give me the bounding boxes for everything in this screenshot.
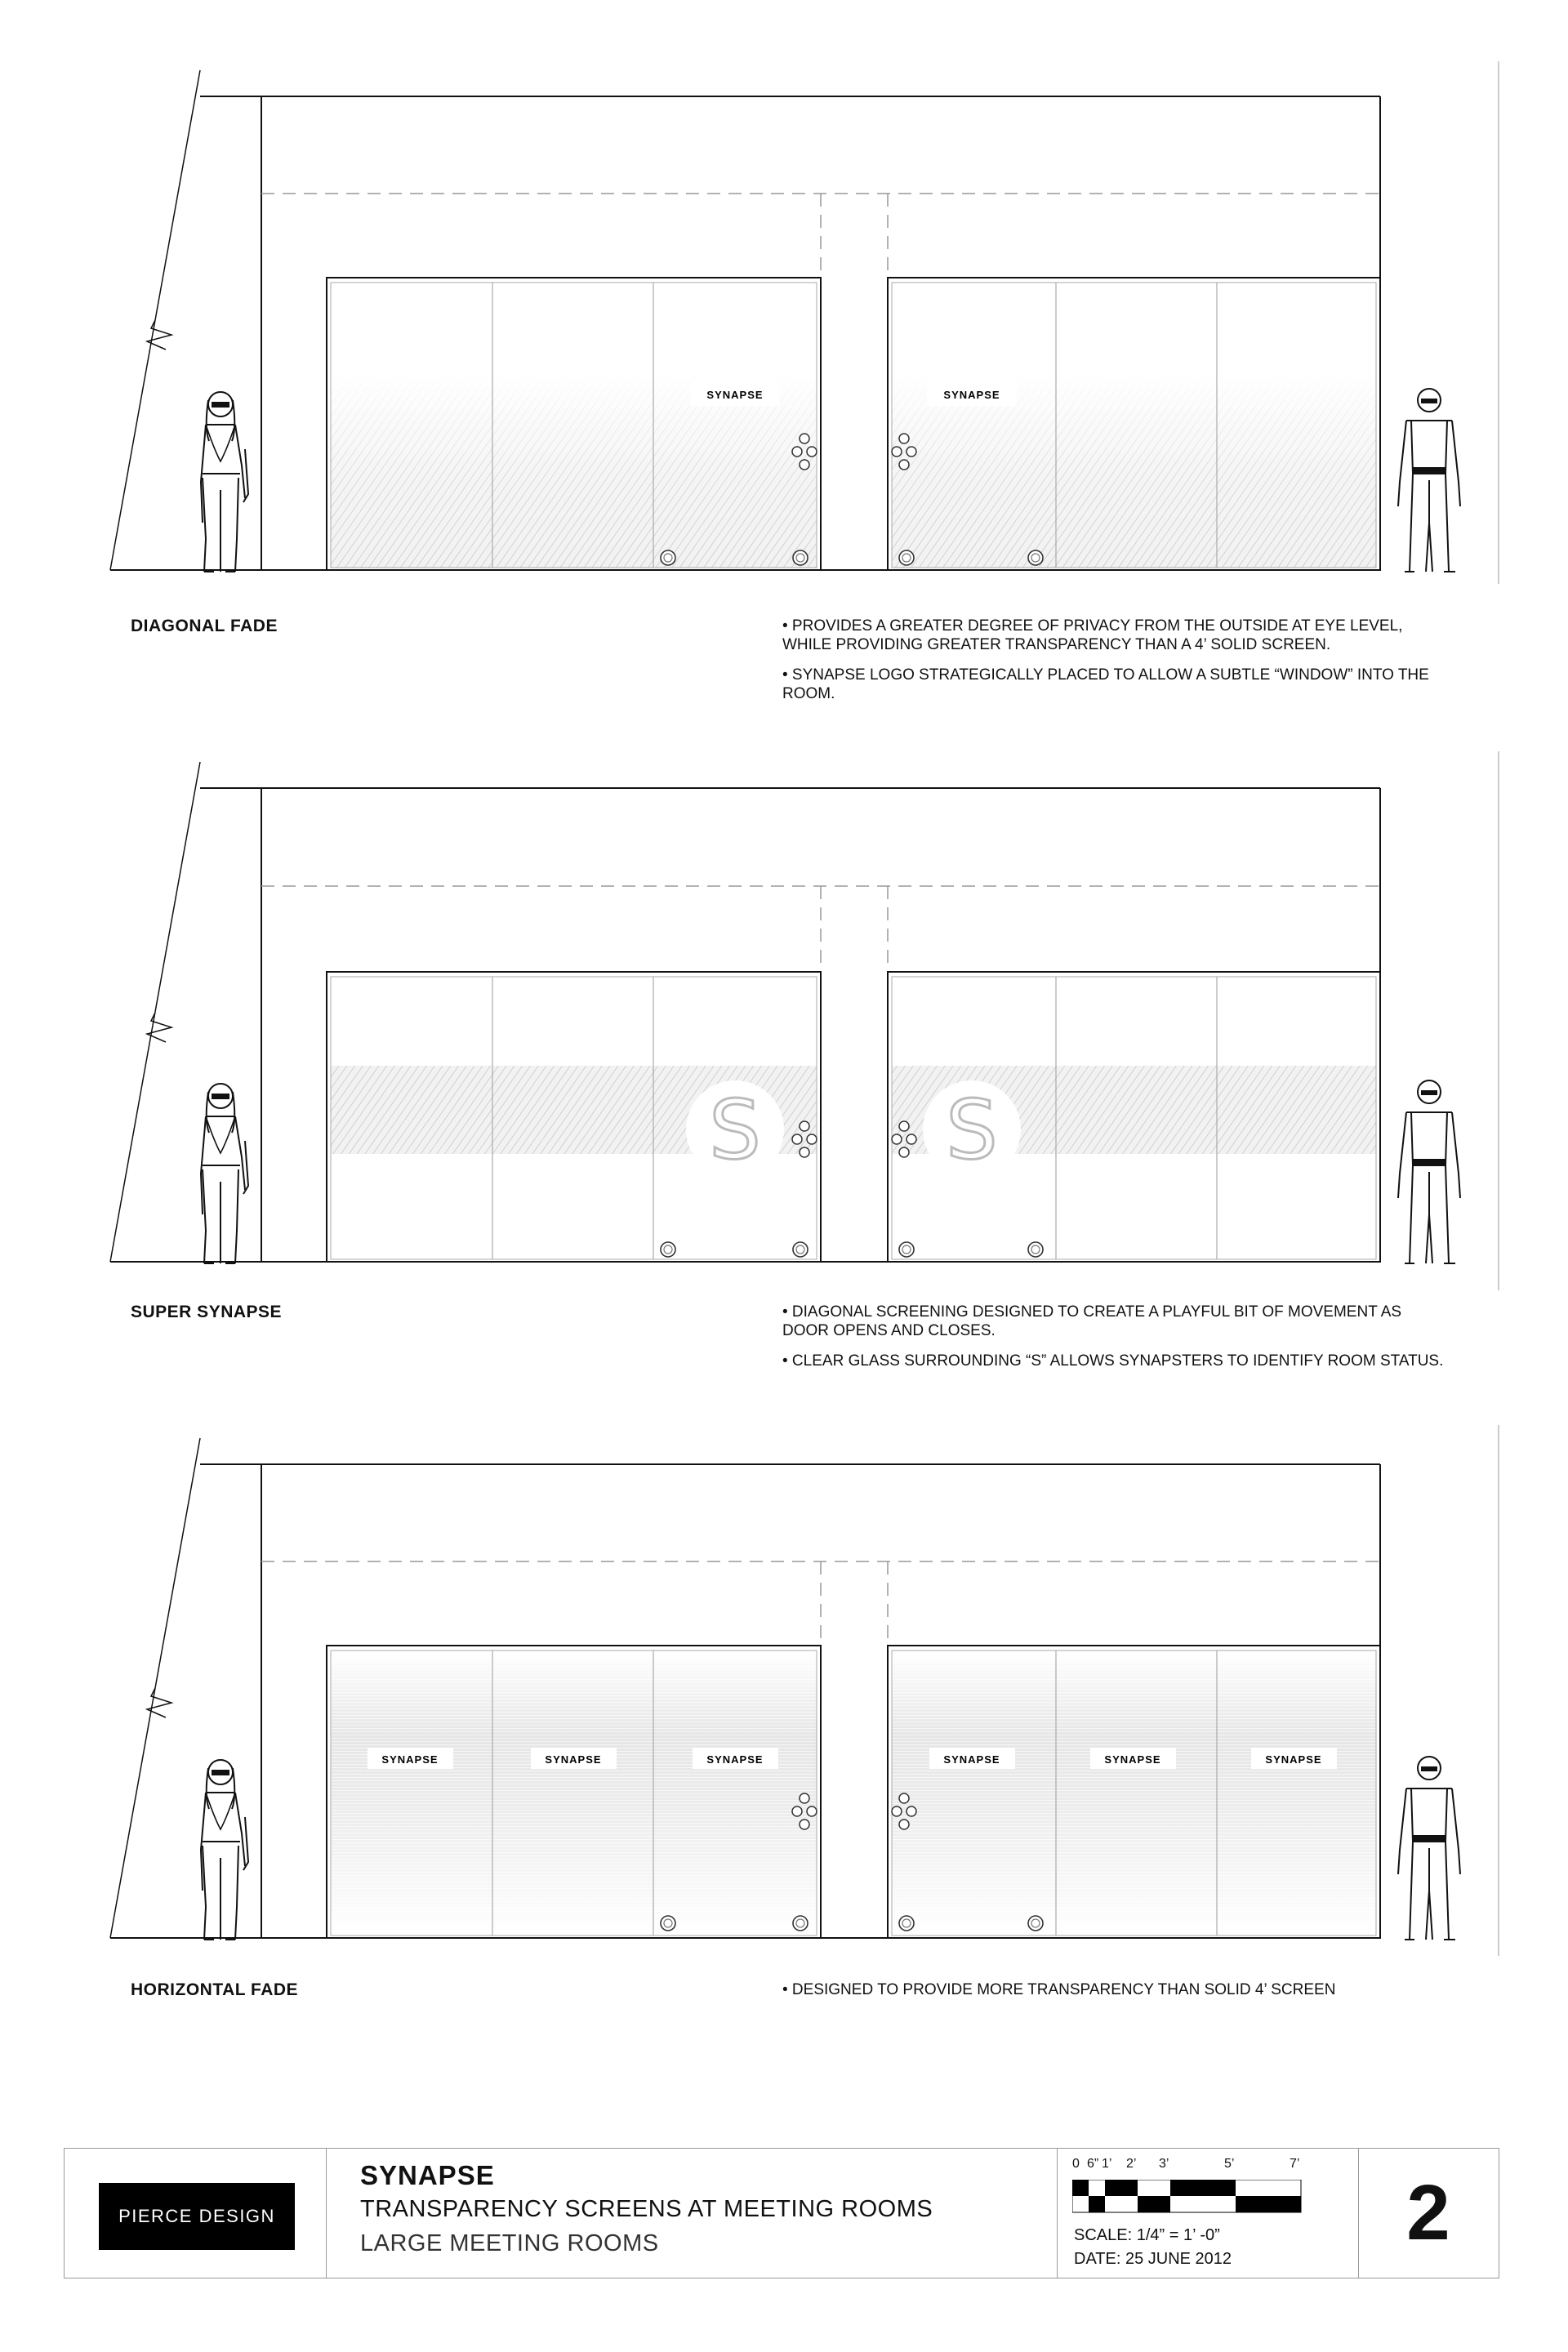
sheet-subtitle-2: LARGE MEETING ROOMS: [360, 2230, 659, 2256]
scale-tick-label: 3’: [1159, 2157, 1169, 2171]
sheet-subtitle: TRANSPARENCY SCREENS AT MEETING ROOMS: [360, 2196, 933, 2222]
scale-date-cell: [1057, 2149, 1359, 2278]
note-item: • CLEAR GLASS SURROUNDING “S” ALLOWS SYNAPSTERS TO IDENTIFY ROOM STATUS.: [782, 1352, 1444, 1370]
title-block: [64, 2148, 1499, 2278]
glass-logo-text: SYNAPSE: [381, 1753, 439, 1766]
elevation-notes: [782, 1980, 1452, 2011]
scale-tick-label: 1’: [1102, 2157, 1112, 2171]
graphic-scale-bar: [1072, 2180, 1309, 2216]
glass-logo-text: SYNAPSE: [943, 389, 1000, 401]
firm-logo-cell: [65, 2149, 327, 2278]
date-text: DATE: 25 JUNE 2012: [1074, 2250, 1232, 2268]
glass-logo-s: S: [709, 1082, 761, 1178]
elevation-diagonal-fade: [110, 61, 1499, 584]
scale-tick-label: 7’: [1290, 2157, 1300, 2171]
glass-logo-text: SYNAPSE: [706, 1753, 764, 1766]
elevation-notes: [782, 617, 1452, 715]
note-item: • DESIGNED TO PROVIDE MORE TRANSPARENCY THAN SOLID 4’ SCREEN: [782, 1981, 1336, 1998]
scale-tick-label: 6”: [1087, 2157, 1099, 2171]
scale-tick-label: 0: [1072, 2157, 1080, 2171]
scale-tick-label: 2’: [1126, 2157, 1137, 2171]
glass-logo-text: SYNAPSE: [943, 1753, 1000, 1766]
project-title: SYNAPSE: [360, 2160, 495, 2190]
elevation-label: HORIZONTAL FADE: [131, 1980, 299, 1999]
elevation-super-synapse: [110, 751, 1499, 1290]
sheet-number: 2: [1406, 2169, 1450, 2256]
firm-logo: PIERCE DESIGN: [99, 2183, 295, 2250]
scale-text: SCALE: 1/4” = 1’ -0”: [1074, 2226, 1220, 2244]
glass-logo-text: SYNAPSE: [1104, 1753, 1161, 1766]
glass-logo-text: SYNAPSE: [545, 1753, 602, 1766]
note-item: • SYNAPSE LOGO STRATEGICALLY PLACED TO ALLOW A SUBTLE “WINDOW” INTO THE ROOM.: [782, 666, 1429, 702]
note-item: • DIAGONAL SCREENING DESIGNED TO CREATE A PLAYFUL BIT OF MOVEMENT AS DOOR OPENS AND CLOSES.: [782, 1303, 1402, 1339]
note-item: • PROVIDES A GREATER DEGREE OF PRIVACY FROM THE OUTSIDE AT EYE LEVEL, WHILE PROVIDING GREATER TRANSPARENCY THAN A 4’ SOLID SCREEN.: [782, 617, 1403, 653]
scale-tick-label: 5’: [1224, 2157, 1235, 2171]
glass-logo-text: SYNAPSE: [1265, 1753, 1322, 1766]
elevation-label: SUPER SYNAPSE: [131, 1303, 283, 1321]
elevation-label: DIAGONAL FADE: [131, 617, 278, 635]
elevation-horizontal-fade: [110, 1425, 1499, 1956]
elevation-notes: [782, 1303, 1452, 1382]
glass-logo-s: S: [946, 1082, 998, 1178]
glass-logo-text: SYNAPSE: [706, 389, 764, 401]
